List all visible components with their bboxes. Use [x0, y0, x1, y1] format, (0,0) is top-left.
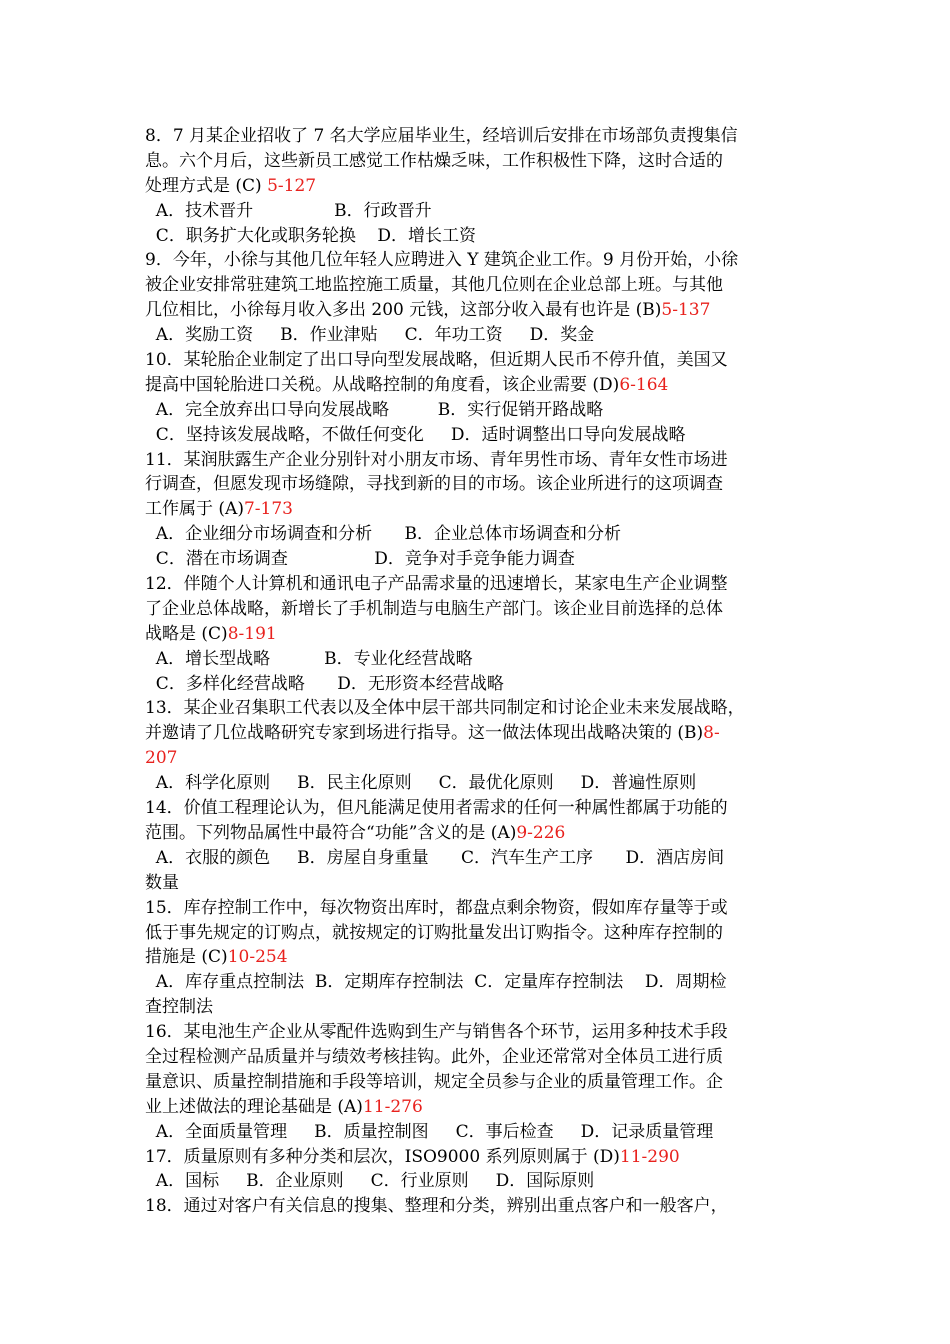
line-text: 提高中国轮胎进口关税。从战略控制的角度看，该企业需要 (D): [145, 374, 620, 395]
text-line: [145, 323, 813, 348]
text-line: [145, 896, 813, 921]
text-line: [145, 945, 813, 970]
text-line: [145, 149, 813, 174]
line-text: A．增长型战略 B．专业化经营战略: [145, 648, 473, 669]
text-line: [145, 871, 813, 896]
text-line: [145, 597, 813, 622]
text-line: [145, 1169, 813, 1194]
text-line: [145, 224, 813, 249]
line-text: 战略是 (C): [145, 623, 228, 644]
text-line: [145, 199, 813, 224]
line-text: 了企业总体战略，新增长了手机制造与电脑生产部门。该企业目前选择的总体: [145, 598, 723, 619]
text-line: [145, 348, 813, 373]
line-text: A．企业细分市场调查和分析 B．企业总体市场调查和分析: [145, 524, 621, 545]
page-reference: 7-173: [243, 499, 293, 520]
line-text: 查控制法: [145, 997, 213, 1018]
text-line: [145, 771, 813, 796]
text-line: [145, 547, 813, 572]
line-text: 17．质量原则有多种分类和层次，ISO9000 系列原则属于 (D): [145, 1146, 620, 1167]
line-text: 12．伴随个人计算机和通讯电子产品需求量的迅速增长，某家电生产企业调整: [145, 574, 728, 595]
line-text: C．潜在市场调查 D．竞争对手竞争能力调查: [145, 549, 575, 570]
text-line: [145, 124, 813, 149]
page-reference: 11-276: [362, 1096, 423, 1117]
line-text: 措施是 (C): [145, 947, 228, 968]
line-text: 被企业安排常驻建筑工地监控施工质量，其他几位则在企业总部上班。与其他: [145, 275, 723, 296]
page-reference: 207: [145, 748, 178, 769]
text-line: [145, 373, 813, 398]
page-reference: 5-127: [267, 175, 317, 196]
line-text: 处理方式是 (C): [145, 175, 268, 196]
line-text: 业上述做法的理论基础是 (A): [145, 1096, 363, 1117]
page-reference: 8-191: [227, 623, 277, 644]
text-line: [145, 1045, 813, 1070]
text-line: [145, 398, 813, 423]
text-line: [145, 273, 813, 298]
page-reference: 8-: [703, 723, 720, 744]
text-line: [145, 1120, 813, 1145]
line-text: A．完全放弃出口导向发展战略 B．实行促销开路战略: [145, 399, 604, 420]
text-line: [145, 846, 813, 871]
line-text: 息。六个月后，这些新员工感觉工作枯燥乏味，工作积极性下降，这时合适的: [145, 150, 723, 171]
text-line: [145, 423, 813, 448]
text-line: [145, 522, 813, 547]
text-line: [145, 995, 813, 1020]
text-line: [145, 497, 813, 522]
line-text: 行调查，但愿发现市场缝隙，寻找到新的目的市场。该企业所进行的这项调查: [145, 474, 723, 495]
text-line: [145, 1145, 813, 1170]
text-line: [145, 174, 813, 199]
page-reference: 10-254: [227, 947, 288, 968]
line-text: 13．某企业召集职工代表以及全体中层干部共同制定和讨论企业未来发展战略，: [145, 698, 745, 719]
line-text: 低于事先规定的订购点，就按规定的订购批量发出订购指令。这种库存控制的: [145, 922, 723, 943]
text-line: [145, 647, 813, 672]
line-text: 8．7 月某企业招收了 7 名大学应届毕业生，经培训后安排在市场部负责搜集信: [145, 126, 738, 146]
page-reference: 6-164: [619, 374, 669, 395]
line-text: 范围。下列物品属性中最符合“功能”含义的是 (A): [145, 822, 517, 843]
line-text: 11．某润肤露生产企业分别针对小朋友市场、青年男性市场、青年女性市场进: [145, 449, 728, 470]
line-text: 量意识、质量控制措施和手段等培训，规定全员参与企业的质量管理工作。企: [145, 1071, 723, 1092]
line-text: A．奖励工资 B．作业津贴 C．年功工资 D．奖金: [145, 325, 595, 346]
text-line: [145, 298, 813, 323]
text-line: [145, 921, 813, 946]
line-text: 15．库存控制工作中，每次物资出库时，都盘点剩余物资，假如库存量等于或: [145, 897, 728, 918]
text-line: [145, 672, 813, 697]
text-line: [145, 696, 813, 721]
text-line: [145, 622, 813, 647]
text-line: [145, 1070, 813, 1095]
line-text: 并邀请了几位战略研究专家到场进行指导。这一做法体现出战略决策的 (B): [145, 723, 704, 744]
text-line: [145, 796, 813, 821]
text-line: [145, 1020, 813, 1045]
text-line: [145, 1194, 813, 1219]
text-line: [145, 1095, 813, 1120]
line-text: 16．某电池生产企业从零配件选购到生产与销售各个环节，运用多种技术手段: [145, 1022, 728, 1043]
text-line: [145, 821, 813, 846]
line-text: 10．某轮胎企业制定了出口导向型发展战略，但近期人民币不停升值，美国又: [145, 350, 728, 371]
line-text: A．全面质量管理 B．质量控制图 C．事后检查 D．记录质量管理: [145, 1121, 714, 1142]
line-text: A．技术晋升 B．行政晋升: [145, 200, 432, 221]
text-line: [145, 472, 813, 497]
line-text: C．坚持该发展战略，不做任何变化 D．适时调整出口导向发展战略: [145, 424, 686, 445]
document-page: [145, 124, 813, 1219]
line-text: C．多样化经营战略 D．无形资本经营战略: [145, 673, 504, 694]
line-text: A．国标 B．企业原则 C．行业原则 D．国际原则: [145, 1171, 595, 1192]
line-text: 几位相比，小徐每月收入多出 200 元钱，这部分收入最有也许是 (B): [145, 300, 662, 321]
text-line: [145, 970, 813, 995]
text-line: [145, 746, 813, 771]
line-text: 18．通过对客户有关信息的搜集、整理和分类，辨别出重点客户和一般客户，: [145, 1196, 728, 1217]
page-reference: 11-290: [619, 1146, 680, 1167]
text-line: [145, 248, 813, 273]
line-text: 全过程检测产品质量并与绩效考核挂钩。此外，企业还常常对全体员工进行质: [145, 1046, 723, 1067]
page-reference: 5-137: [661, 300, 711, 321]
line-text: 9．今年，小徐与其他几位年轻人应聘进入 Y 建筑企业工作。9 月份开始，小徐: [145, 250, 739, 271]
text-line: [145, 448, 813, 473]
line-text: 数量: [145, 872, 179, 893]
line-text: C．职务扩大化或职务轮换 D．增长工资: [145, 225, 477, 246]
line-text: A．科学化原则 B．民主化原则 C．最优化原则 D．普遍性原则: [145, 773, 697, 794]
text-line: [145, 721, 813, 746]
text-line: [145, 572, 813, 597]
line-text: 工作属于 (A): [145, 499, 244, 520]
line-text: 14．价值工程理论认为，但凡能满足使用者需求的任何一种属性都属于功能的: [145, 798, 728, 819]
line-text: A．库存重点控制法 B．定期库存控制法 C．定量库存控制法 D．周期检: [145, 972, 727, 993]
line-text: A．衣服的颜色 B．房屋自身重量 C．汽车生产工序 D．酒店房间: [145, 847, 725, 868]
page-reference: 9-226: [516, 822, 566, 843]
